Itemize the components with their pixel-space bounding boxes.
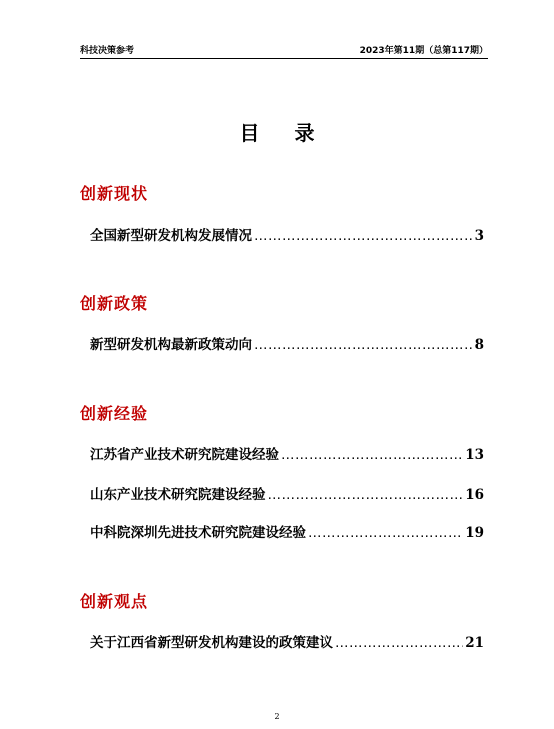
- toc-entry-title: 新型研发机构最新政策动向: [90, 337, 252, 353]
- section-heading-innovation-policy: 创新政策: [80, 294, 149, 313]
- toc-title: 目 录: [239, 121, 329, 145]
- toc-entry[interactable]: [90, 631, 484, 651]
- dot-leader: [254, 337, 473, 353]
- dot-leader: [281, 447, 463, 463]
- toc-entry[interactable]: [90, 224, 484, 244]
- page-number: 2: [274, 712, 280, 721]
- toc-entry-page: 13: [465, 447, 484, 463]
- dot-leader: [254, 228, 473, 244]
- toc-entry-title: 江苏省产业技术研究院建设经验: [90, 447, 279, 463]
- toc-entry[interactable]: [90, 483, 484, 503]
- toc-entry-title: 关于江西省新型研发机构建设的政策建议: [90, 635, 333, 651]
- toc-entry-page: 3: [474, 228, 484, 244]
- dot-leader: [268, 487, 464, 503]
- toc-entry-page: 21: [465, 635, 484, 651]
- toc-entry-title: 山东产业技术研究院建设经验: [90, 487, 266, 503]
- dot-leader: [335, 635, 463, 651]
- dot-leader: [308, 525, 463, 541]
- toc-entry-page: 19: [465, 525, 484, 541]
- toc-entry-page: 8: [474, 337, 484, 353]
- section-heading-innovation-status: 创新现状: [80, 184, 149, 203]
- issue-number: 2023年第11期（总第117期）: [359, 46, 488, 56]
- section-heading-innovation-experience: 创新经验: [80, 404, 149, 423]
- toc-entry[interactable]: [90, 333, 484, 353]
- page-header: [80, 38, 488, 59]
- toc-entry[interactable]: [90, 521, 484, 541]
- toc-entry-title: 中科院深圳先进技术研究院建设经验: [90, 525, 306, 541]
- toc-entry-title: 全国新型研发机构发展情况: [90, 228, 252, 244]
- toc-entry[interactable]: [90, 443, 484, 463]
- publication-name: 科技决策参考: [80, 46, 135, 56]
- section-heading-innovation-viewpoints: 创新观点: [80, 592, 149, 611]
- toc-entry-page: 16: [465, 487, 484, 503]
